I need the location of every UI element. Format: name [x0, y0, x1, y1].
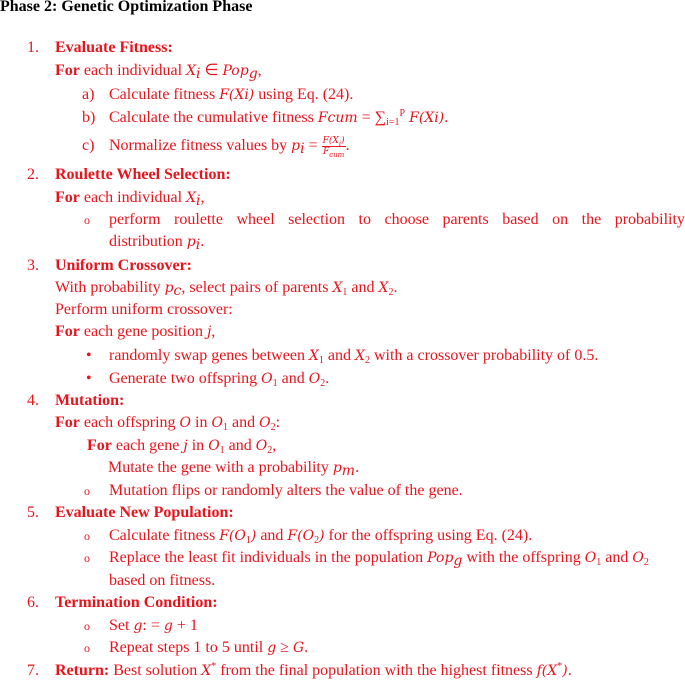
- word: to: [358, 211, 371, 228]
- bold-label: For: [55, 62, 80, 79]
- text: =: [304, 137, 322, 155]
- math: F(Xi): [409, 110, 445, 126]
- text: for the offspring using Eq. (24).: [324, 527, 533, 544]
- text: and: [347, 279, 379, 296]
- text: ,: [200, 189, 205, 206]
- math-subscript: i: [196, 66, 201, 82]
- text: and: [601, 549, 633, 566]
- text: With probability: [55, 279, 165, 296]
- bold-label: Termination Condition:: [55, 594, 218, 611]
- page-title: Phase 2: Genetic Optimization Phase: [0, 0, 253, 15]
- algorithm-line: [109, 369, 329, 389]
- math-subscript: c: [173, 283, 182, 299]
- text: .: [355, 459, 360, 476]
- list-number: 1.: [27, 39, 39, 56]
- math: O: [179, 415, 192, 431]
- list-letter: b): [82, 109, 96, 126]
- text: Normalize fitness values by: [109, 137, 292, 155]
- subscript: 2: [364, 355, 370, 366]
- text: .: [567, 662, 572, 679]
- algorithm-line: [109, 616, 198, 636]
- text: Calculate fitness: [109, 527, 220, 544]
- list-number: 6.: [27, 594, 39, 611]
- algorithm-line: [55, 278, 397, 298]
- math: O: [259, 415, 271, 431]
- math: X: [332, 280, 343, 296]
- text: .: [444, 109, 449, 126]
- math-subscript: m: [341, 463, 356, 479]
- bold-label: For: [55, 414, 80, 431]
- fraction-numerator: $F(X_i)$: [322, 136, 345, 148]
- text: ,: [257, 62, 262, 79]
- text: ,: [272, 437, 277, 454]
- algorithm-line: [109, 136, 350, 157]
- math: ): [562, 663, 568, 679]
- text: Replace the least fit individuals in the population: [109, 549, 428, 566]
- bold-label: Return:: [55, 662, 110, 679]
- text: and: [224, 437, 256, 454]
- superscript: *: [211, 661, 217, 672]
- algorithm-line: [109, 108, 448, 128]
- text: ,: [211, 323, 216, 340]
- bold-label: For: [55, 189, 80, 206]
- text: and: [323, 347, 356, 364]
- text: from the final population with the highest fitness: [216, 662, 537, 679]
- math: g: [267, 640, 277, 656]
- text: each individual: [79, 62, 187, 79]
- fraction: [322, 136, 346, 157]
- text: Calculate fitness: [109, 86, 220, 103]
- math: O: [208, 438, 220, 454]
- text: each gene: [111, 437, 184, 454]
- superscript: *: [557, 661, 563, 672]
- text: in: [191, 414, 212, 431]
- algorithm-line: [55, 593, 218, 613]
- algorithm-line: [109, 548, 649, 568]
- subscript: 2: [270, 422, 276, 433]
- text: Perform uniform crossover:: [55, 301, 233, 318]
- bullet-marker: •: [86, 370, 92, 387]
- math: g: [163, 618, 173, 634]
- algorithm-line: [55, 322, 215, 342]
- math: p: [291, 138, 301, 155]
- math: X: [378, 280, 389, 296]
- subscript: 1: [272, 378, 278, 389]
- algorithm-line: [55, 503, 234, 523]
- text: each offspring: [79, 414, 180, 431]
- math-subscript: i: [195, 237, 201, 253]
- math: O: [632, 550, 644, 566]
- list-letter: a): [82, 86, 95, 103]
- word: wheel: [236, 211, 275, 228]
- math: O: [255, 438, 268, 454]
- text: .: [200, 233, 205, 250]
- bold-label: Uniform Crossover:: [55, 257, 193, 274]
- text: distribution: [109, 233, 187, 250]
- bold-label: Evaluate New Population:: [55, 504, 234, 521]
- bullet-marker: o: [84, 529, 90, 543]
- text: based on fitness.: [109, 572, 216, 589]
- algorithm-line: [55, 188, 205, 208]
- text: each gene position: [79, 323, 207, 340]
- text: Best solution: [109, 662, 202, 679]
- text: Generate two offspring: [109, 370, 262, 387]
- math: O: [308, 371, 321, 387]
- bold-label: For: [87, 437, 112, 454]
- subscript: 2: [388, 287, 394, 298]
- text: in: [187, 437, 209, 454]
- math: X: [186, 190, 197, 206]
- math: j: [183, 438, 188, 454]
- text: :: [275, 414, 281, 431]
- word: perform: [109, 211, 161, 228]
- text: randomly swap genes between: [109, 347, 309, 364]
- algorithm-line: [55, 61, 262, 81]
- math: j: [206, 324, 212, 340]
- algorithm-line: [55, 391, 124, 411]
- list-letter: c): [82, 137, 95, 154]
- algorithm-line: [109, 85, 353, 105]
- math-subscript: i: [300, 141, 305, 158]
- text: using Eq. (24).: [254, 86, 354, 103]
- bullet-marker: o: [84, 551, 90, 565]
- math: X: [308, 348, 319, 364]
- math: O: [211, 415, 223, 431]
- math-subscript: g: [248, 66, 258, 82]
- bullet-marker: o: [84, 213, 90, 227]
- list-number: 2.: [27, 166, 39, 183]
- algorithm-line: [109, 210, 685, 230]
- algorithm-line: [109, 638, 308, 658]
- word: parents: [442, 211, 489, 228]
- text: Repeat steps 1 to 5 until: [109, 639, 268, 656]
- text: with a crossover probability of 0.5.: [369, 347, 599, 364]
- bold-label: Mutation:: [55, 392, 125, 409]
- math: F(Xi): [219, 87, 255, 103]
- fraction-denominator: $F_{cum}$: [322, 147, 345, 159]
- bold-label: Roulette Wheel Selection:: [55, 166, 231, 183]
- text: ∈: [200, 62, 223, 79]
- superscript: P: [399, 108, 406, 119]
- subscript: 2: [267, 445, 273, 456]
- math: f(X: [536, 663, 558, 679]
- bold-label: Evaluate Fitness:: [55, 39, 173, 56]
- math-subscript: i: [196, 193, 201, 209]
- subscript: 1: [219, 445, 225, 456]
- math: F(O: [287, 528, 315, 544]
- word: roulette: [174, 211, 223, 228]
- math: ): [250, 528, 257, 544]
- algorithm-line: [55, 165, 231, 185]
- subscript: 1: [596, 557, 602, 568]
- word: based: [502, 211, 539, 228]
- math: O: [261, 371, 273, 387]
- word: on: [552, 211, 569, 228]
- math: p: [332, 460, 342, 476]
- algorithm-line: [109, 346, 598, 366]
- text: .: [325, 370, 330, 387]
- algorithm-line: [109, 571, 215, 591]
- math: G: [292, 640, 305, 656]
- list-number: 7.: [27, 662, 39, 679]
- text: each individual: [79, 189, 187, 206]
- text: and: [227, 414, 260, 431]
- math: g: [133, 618, 143, 634]
- bullet-marker: o: [84, 484, 90, 498]
- word: the: [581, 211, 602, 228]
- bullet-marker: o: [84, 641, 90, 655]
- algorithm-line: [108, 458, 359, 478]
- algorithm-line: [55, 661, 572, 681]
- algorithm-line: [55, 256, 192, 276]
- text: ≥: [276, 639, 293, 656]
- math: ): [319, 528, 325, 544]
- text: with the offspring: [462, 549, 585, 566]
- math: X: [186, 63, 197, 79]
- subscript: 1: [318, 355, 324, 366]
- text: Set: [109, 617, 134, 634]
- math: O: [584, 550, 597, 566]
- subscript: 2: [314, 535, 320, 546]
- subscript: 2: [643, 557, 649, 568]
- text: + 1: [172, 617, 198, 634]
- math-subscript: g: [453, 553, 463, 569]
- text: : =: [142, 617, 164, 634]
- math: X: [355, 348, 365, 364]
- math: p: [164, 280, 174, 296]
- text: and: [277, 370, 309, 387]
- text: .: [393, 279, 398, 296]
- text: .: [345, 137, 350, 155]
- subscript: cum: [329, 151, 345, 159]
- subscript: i=1: [386, 117, 400, 128]
- math: Pop: [427, 550, 454, 566]
- algorithm-line: [109, 232, 204, 252]
- subscript: 2: [320, 378, 326, 389]
- algorithm-line: [87, 436, 276, 456]
- math: Pop: [222, 63, 249, 79]
- math: F(O: [219, 528, 246, 544]
- algorithm-line: [55, 38, 173, 58]
- algorithm-line: [109, 526, 532, 546]
- math: p: [186, 234, 196, 250]
- bold-label: For: [55, 323, 80, 340]
- algorithm-line: [55, 413, 280, 433]
- algorithm-line: [109, 481, 463, 501]
- text: Mutate the gene with a probability: [108, 459, 333, 476]
- text: Calculate the cumulative fitness: [109, 109, 318, 126]
- list-number: 3.: [27, 257, 39, 274]
- text: .: [304, 639, 309, 656]
- bullet-marker: o: [84, 619, 90, 633]
- text: , select pairs of parents: [181, 279, 333, 296]
- algorithm-line: [55, 300, 233, 320]
- word: selection: [288, 211, 346, 228]
- text: Mutation flips or randomly alters the value of the gene.: [109, 482, 463, 499]
- bullet-marker: •: [86, 347, 92, 364]
- math: X: [201, 663, 212, 679]
- subscript: i: [338, 140, 342, 148]
- text: and: [256, 527, 288, 544]
- word: choose: [384, 211, 429, 228]
- subscript: 1: [245, 535, 251, 546]
- subscript: 1: [342, 287, 348, 298]
- list-number: 4.: [27, 392, 39, 409]
- math: Fcum: [317, 110, 358, 126]
- text: = ∑: [357, 109, 387, 126]
- list-number: 5.: [27, 504, 39, 521]
- word: probability: [614, 211, 685, 228]
- subscript: 1: [222, 422, 228, 433]
